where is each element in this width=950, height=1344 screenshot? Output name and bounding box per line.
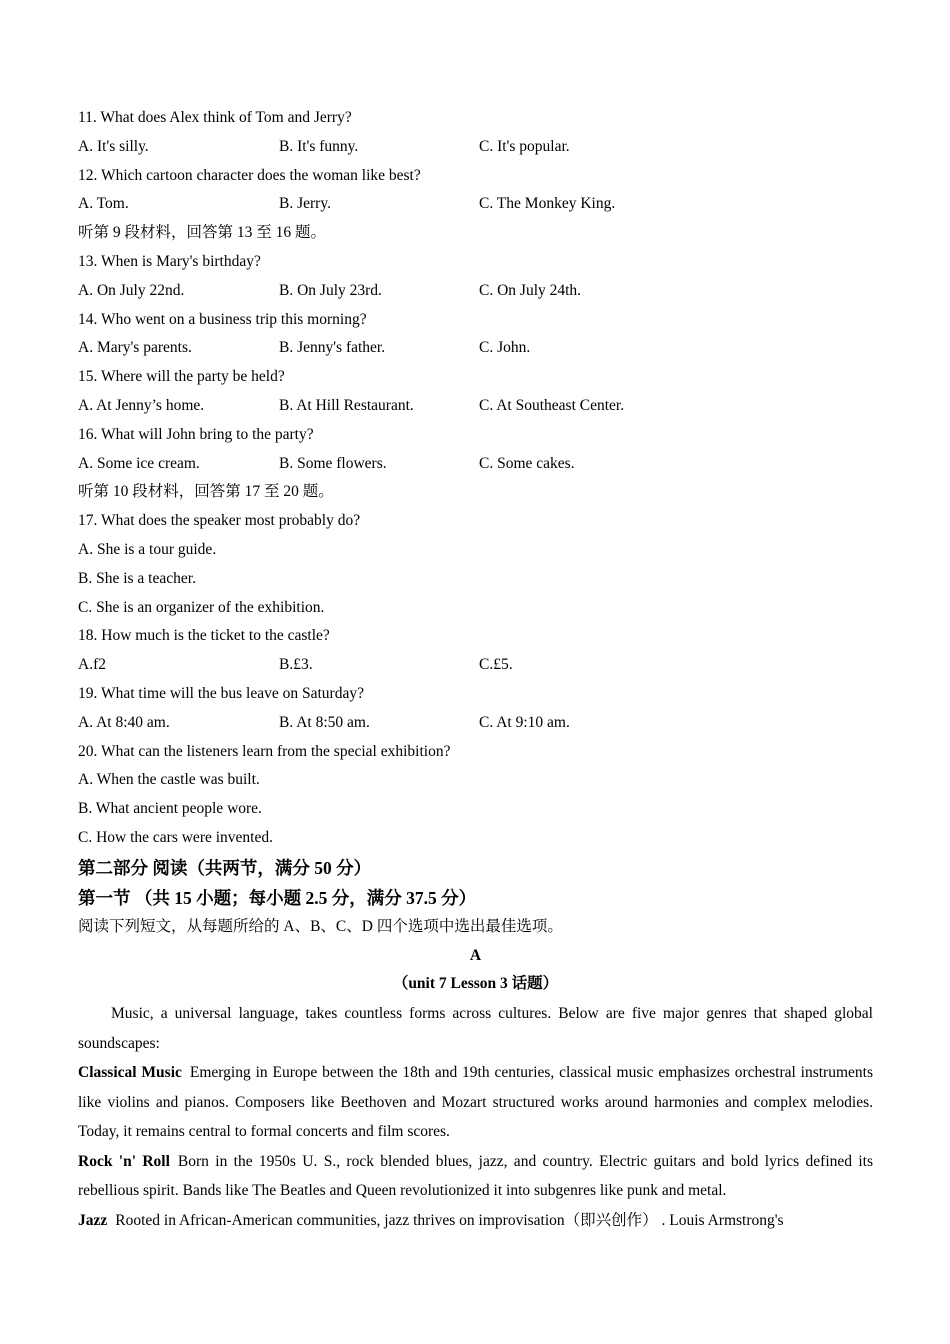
question-11: 11. What does Alex think of Tom and Jerry? (78, 109, 352, 126)
option-a: A. It's silly. (78, 137, 149, 155)
question-17-option-c: C. She is an organizer of the exhibition. (78, 598, 325, 616)
option-a: A. Mary's parents. (78, 339, 192, 357)
question-13: 13. When is Mary's birthday? (78, 252, 261, 270)
option-b: B. At Hill Restaurant. (279, 396, 414, 414)
option-b: B. Jenny's father. (279, 339, 386, 357)
question-19-options (78, 709, 873, 738)
question-19: 19. What time will the bus leave on Saturday? (78, 684, 364, 702)
option-c: C. Some cakes. (479, 454, 575, 472)
question-15: 15. Where will the party be held? (78, 368, 285, 386)
option-c: C. It's popular. (479, 137, 570, 155)
option-a: A. At Jenny’s home. (78, 396, 205, 414)
genre-term: Rock 'n' Roll (78, 1152, 170, 1170)
option-a: A. Some ice cream. (78, 454, 200, 472)
question-16: 16. What will John bring to the party? (78, 425, 314, 443)
question-14: 14. Who went on a business trip this morning? (78, 310, 367, 328)
genre-text: Emerging in Europe between the 18th and 19th centuries, classical music emphasizes orchestral instruments like violins and pianos. Composers like Beethoven and Mozart structured works around harmonies and complex melodies. Today, it remains central to formal concerts and film scores. (78, 1064, 873, 1141)
section-9-note: 听第 9 段材料，回答第 13 至 16 题。 (78, 224, 327, 242)
option-a: A. Tom. (78, 195, 129, 213)
question-15-options (78, 392, 873, 421)
question-17-option-a: A. She is a tour guide. (78, 540, 217, 558)
option-c: C.£5. (479, 656, 513, 674)
option-b: B. Some flowers. (279, 454, 387, 472)
section-10-note: 听第 10 段材料，回答第 17 至 20 题。 (78, 483, 334, 501)
section-1-title: 第一节 （共 15 小题；每小题 2.5 分，满分 37.5 分） (78, 887, 477, 908)
option-c: C. John. (479, 339, 531, 357)
genre-text: Rooted in African-American communities, jazz thrives on improvisation（即兴创作） . Louis Armstrong's (115, 1211, 784, 1229)
passage-letter: A (469, 946, 482, 964)
option-c: C. At 9:10 am. (479, 713, 570, 731)
document-page (78, 104, 873, 1235)
question-12-options (78, 190, 873, 219)
option-c: C. At Southeast Center. (479, 396, 625, 414)
question-20-option-a: A. When the castle was built. (78, 771, 260, 789)
question-20: 20. What can the listeners learn from the special exhibition? (78, 742, 451, 760)
option-b: B. It's funny. (279, 137, 359, 155)
question-13-options (78, 277, 873, 306)
question-11-options (78, 133, 873, 162)
part-2-title: 第二部分 阅读（共两节，满分 50 分） (78, 857, 372, 878)
option-b: B. At 8:50 am. (279, 713, 370, 731)
question-18: 18. How much is the ticket to the castle? (78, 627, 330, 645)
option-c: C. On July 24th. (479, 281, 582, 299)
option-b: B.£3. (279, 656, 313, 674)
genre-jazz (78, 1206, 873, 1236)
genre-classical (78, 1058, 873, 1147)
genre-term: Classical Music (78, 1064, 182, 1082)
question-12: 12. Which cartoon character does the woman like best? (78, 166, 421, 184)
reading-instruction: 阅读下列短文，从每题所给的 A、B、C、D 四个选项中选出最佳选项。 (78, 917, 563, 935)
option-b: B. Jerry. (279, 195, 331, 213)
passage-intro: Music, a universal language, takes countless forms across cultures. Below are five major genres that shaped global soundscapes: (78, 1005, 873, 1052)
genre-term: Jazz (78, 1211, 108, 1229)
question-20-option-c: C. How the cars were invented. (78, 828, 273, 846)
question-16-options (78, 450, 873, 479)
option-a: A. At 8:40 am. (78, 713, 170, 731)
genre-rock (78, 1147, 873, 1206)
question-17-option-b: B. She is a teacher. (78, 569, 196, 587)
question-20-option-b: B. What ancient people wore. (78, 800, 262, 818)
option-a: A.f2 (78, 656, 106, 674)
option-b: B. On July 23rd. (279, 281, 382, 299)
option-c: C. The Monkey King. (479, 195, 616, 213)
question-17: 17. What does the speaker most probably do? (78, 512, 361, 530)
passage-topic: （unit 7 Lesson 3 话题） (392, 975, 559, 993)
option-a: A. On July 22nd. (78, 281, 185, 299)
question-14-options (78, 334, 873, 363)
question-18-options (78, 651, 873, 680)
genre-text: Born in the 1950s U. S., rock blended blues, jazz, and country. Electric guitars and bold lyrics defined its rebellious spirit. Bands like The Beatles and Queen revolutionized it into subgenres like punk and metal. (78, 1152, 874, 1200)
